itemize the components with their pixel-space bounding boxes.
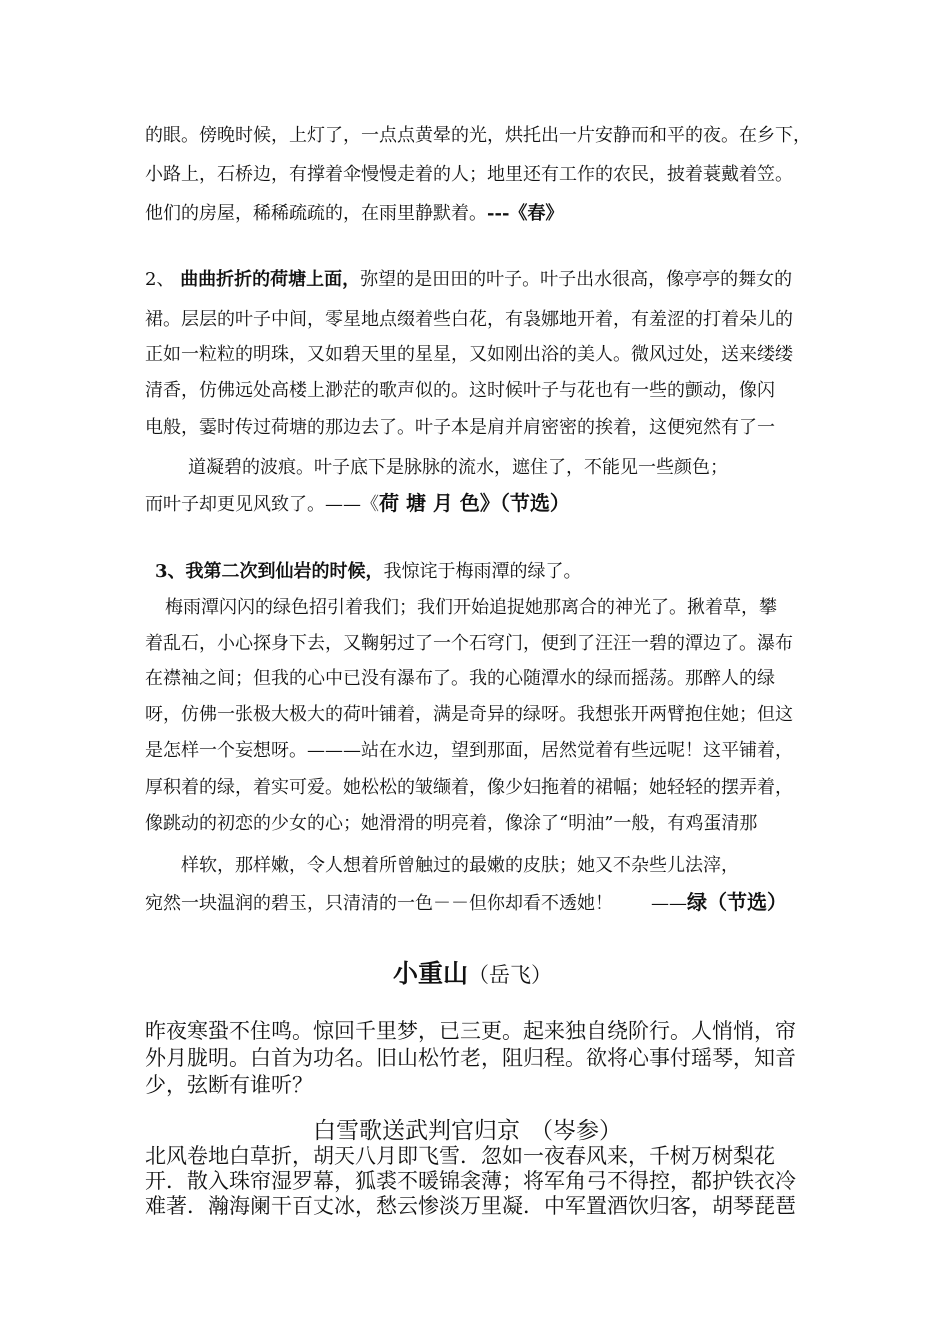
poem2-line-1: 北风卷地白草折，胡天八月即飞雪．忽如一夜春风来，千树万树梨花 [145, 1144, 775, 1168]
passage2-line1-rest: 弥望的是田田的叶子。叶子出水很高，像亭亭的舞女的 [360, 269, 793, 290]
passage3-line-4: 在襟袖之间；但我的心中已没有瀑布了。我的心随潭水的绿而摇荡。那醉人的绿 [145, 668, 775, 689]
passage3-line-8: 像跳动的初恋的少女的心；她滑滑的明亮着，像涂了“明油”一般，有鸡蛋清那 [145, 813, 758, 834]
passage2-lead: 曲曲折折的荷塘上面， [180, 269, 361, 290]
passage2-line-3: 正如一粒粒的明珠，又如碧天里的星星，又如刚出浴的美人。微风过处，送来缕缕 [145, 344, 793, 365]
passage3-line1-rest: 我惊诧于梅雨潭的绿了。 [383, 561, 582, 582]
poem1-author: （岳飞） [468, 963, 553, 987]
passage3-line-6: 是怎样一个妄想呀。———站在水边，望到那面，居然觉着有些远呢！这平铺着， [145, 740, 793, 761]
poem2-heading [313, 1120, 622, 1143]
passage2-line-1 [145, 271, 792, 289]
passage2-line-4: 清香，仿佛远处高楼上渺茫的歌声似的。这时候叶子与花也有一些的颤动，像闪 [145, 380, 775, 401]
passage2-line-6: 道凝碧的波痕。叶子底下是脉脉的流水，遮住了，不能见一些颜色； [188, 457, 728, 478]
passage3-line-5: 呀，仿佛一张极大极大的荷叶铺着，满是奇异的绿呀。我想张开两臂抱住她；但这 [145, 704, 793, 725]
passage2-last-line: 而叶子却更见风致了。——《 [145, 494, 379, 515]
poem1-heading [393, 961, 552, 986]
passage3-line-10 [145, 892, 787, 913]
poem1-title: 小重山 [393, 959, 469, 988]
passage3-source-title: 绿（节选） [687, 890, 787, 914]
passage1-line-2: 小路上，石桥边，有撑着伞慢慢走着的人；地里还有工作的农民，披着蓑戴着笠。 [145, 164, 793, 185]
passage2-line-5: 电般，霎时传过荷塘的那边去了。叶子本是肩并肩密密的挨着，这便宛然有了一 [145, 417, 775, 438]
passage1-line-1: 的眼。傍晚时候，上灯了，一点点黄晕的光，烘托出一片安静而和平的夜。在乡下， [145, 125, 811, 146]
passage3-lead: 3、我第二次到仙岩的时候， [155, 561, 384, 582]
poem2-author: （岑参） [530, 1118, 622, 1144]
poem2-line-2: 开．散入珠帘湿罗幕，狐裘不暖锦衾薄；将军角弓不得控，都护铁衣冷 [145, 1169, 796, 1193]
passage3-line-9: 样软，那样嫩，令人想着所曾触过的最嫩的皮肤；她又不杂些儿法滓， [181, 855, 739, 876]
passage3-line-3: 着乱石，小心探身下去，又鞠躬过了一个石穹门，便到了汪汪一碧的潭边了。瀑布 [145, 633, 793, 654]
passage3-line-2: 梅雨潭闪闪的绿色招引着我们；我们开始追捉她那离合的神光了。揪着草，攀 [165, 597, 777, 618]
passage3-line-1 [155, 563, 582, 581]
passage2-source-title: 荷 塘 月 色》（节选） [379, 491, 570, 515]
poem1-line-2: 外月胧明。白首为功名。旧山松竹老，阻归程。欲将心事付瑶琴，知音 [145, 1046, 796, 1070]
passage2-line-7 [145, 493, 570, 514]
passage3-last-line: 宛然一块温润的碧玉，只清清的一色－－但你却看不透她！ [145, 893, 613, 914]
passage3-line-7: 厚积着的绿，着实可爱。她松松的皱缬着，像少妇拖着的裙幅；她轻轻的摆弄着， [145, 777, 793, 798]
poem2-title: 白雪歌送武判官归京 [313, 1118, 520, 1144]
passage1-line-3 [145, 205, 563, 223]
passage1-source: ---《春》 [487, 203, 564, 224]
passage2-number: 2、 [145, 269, 175, 290]
passage3-source-dash: —— [651, 893, 687, 914]
poem2-line-3: 难著．瀚海阑干百丈冰，愁云惨淡万里凝．中军置酒饮归客，胡琴琵琶 [145, 1194, 796, 1218]
poem1-line-1: 昨夜寒蛩不住鸣。惊回千里梦，已三更。起来独自绕阶行。人悄悄，帘 [145, 1019, 796, 1043]
passage2-line-2: 裙。层层的叶子中间，零星地点缀着些白花，有袅娜地开着，有羞涩的打着朵儿的 [145, 309, 793, 330]
poem1-line-3: 少，弦断有谁听？ [145, 1073, 313, 1097]
passage1-text: 他们的房屋，稀稀疏疏的，在雨里静默着。 [145, 203, 487, 224]
